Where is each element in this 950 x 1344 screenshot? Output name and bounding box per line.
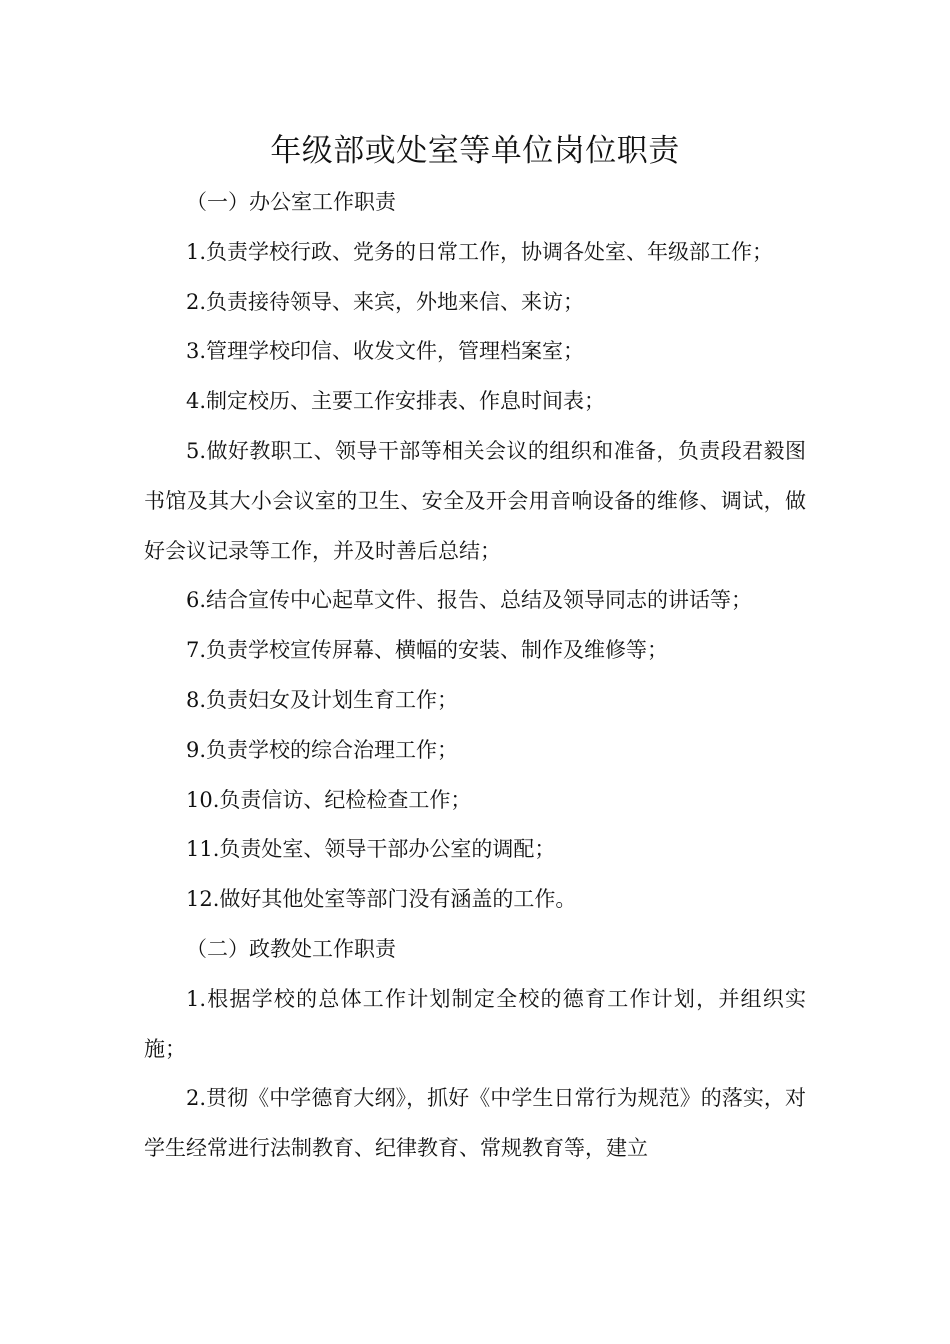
paragraph: 1.负责学校行政、党务的日常工作，协调各处室、年级部工作； — [186, 239, 774, 264]
paragraph: 3.管理学校印信、收发文件，管理档案室； — [186, 339, 585, 364]
paragraph: 5.做好教职工、领导干部等相关会议的组织和准备，负责段君毅图书馆及其大小会议室的卫生、安全及开会用音响设备的维修、调试，做好会议记录等工作，并及时善后总结； — [144, 438, 806, 563]
section-heading-office: （一）办公室工作职责 — [186, 190, 396, 214]
document-body — [144, 178, 806, 1174]
paragraph: 6.结合宣传中心起草文件、报告、总结及领导同志的讲话等； — [186, 588, 753, 613]
paragraph: 2.负责接待领导、来宾，外地来信、来访； — [186, 289, 585, 314]
section-heading-political-education: （二）政教处工作职责 — [186, 936, 396, 961]
paragraph: 7.负责学校宣传屏幕、横幅的安装、制作及维修等； — [186, 638, 669, 663]
paragraph: 8.负责妇女及计划生育工作； — [186, 687, 459, 712]
paragraph: 12.做好其他处室等部门没有涵盖的工作。 — [186, 887, 577, 912]
paragraph: 2.贯彻《中学德育大纲》，抓好《中学生日常行为规范》的落实，对学生经常进行法制教育、纪律教育、常规教育等，建立 — [144, 1086, 806, 1161]
paragraph: 9.负责学校的综合治理工作； — [186, 737, 459, 762]
paragraph: 11.负责处室、领导干部办公室的调配； — [186, 837, 556, 862]
paragraph: 4.制定校历、主要工作安排表、作息时间表； — [186, 389, 606, 414]
paragraph: 1.根据学校的总体工作计划制定全校的德育工作计划，并组织实施； — [144, 986, 806, 1061]
paragraph: 10.负责信访、纪检检查工作； — [186, 787, 472, 812]
document-title: 年级部或处室等单位岗位职责 — [270, 133, 680, 169]
